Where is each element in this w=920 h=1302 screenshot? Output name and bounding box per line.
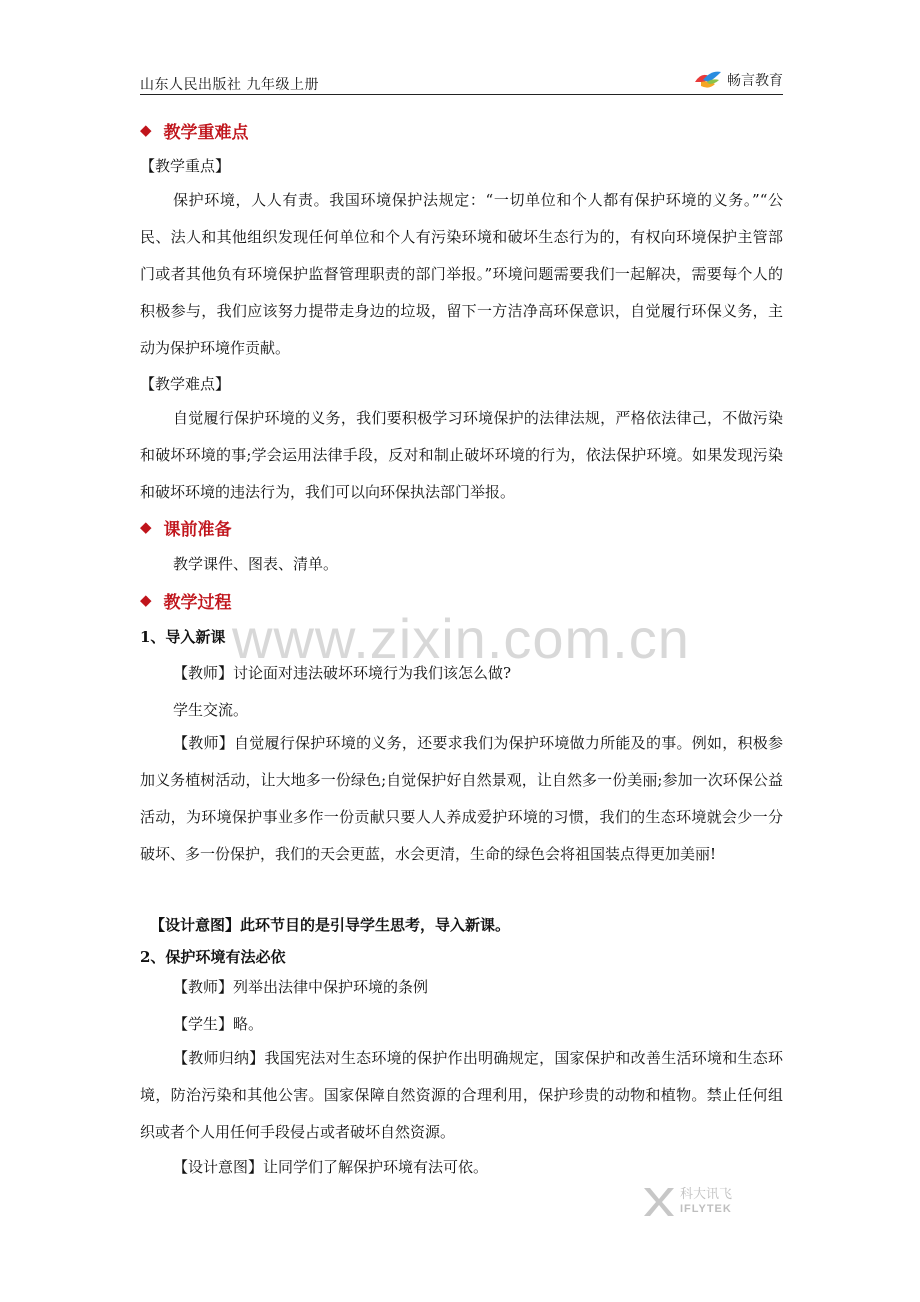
part2-summary: 【教师归纳】我国宪法对生态环境的保护作出明确规定，国家保护和改善生活环境和生态环境，防治污染和其他公害。国家保障自然资源的合理利用，保护珍贵的动物和植物。禁止任何组织或者个人用任何手段侵占或者破坏自然资源。 bbox=[140, 1049, 783, 1141]
key-point-text: 保护环境，人人有责。我国环境保护法规定：“一切单位和个人都有保护环境的义务。”“公民、法人和其他组织发现任何单位和个人有污染环境和破坏生态行为的，有权向环境保护主管部门或者其他负有环境保护监督管理职责的部门举报。”环境问题需要我们一起解决，需要每个人的积极参与，我们应该努力提带走身边的垃圾，留下一方洁净高环保意识，自觉履行环保义务，主动为保护环境作贡献。 bbox=[140, 191, 783, 357]
page-header bbox=[140, 64, 783, 95]
iflytek-en-text: IFLYTEK bbox=[680, 1203, 732, 1215]
part1-teacher-question: 【教师】讨论面对违法破坏环境行为我们该怎么做? bbox=[173, 664, 512, 682]
diamond-bullet-icon: ◆ bbox=[140, 518, 152, 536]
iflytek-cn-text: 科大讯飞 bbox=[680, 1187, 733, 1202]
changyan-logo bbox=[693, 66, 783, 94]
part2-design-intent: 【设计意图】让同学们了解保护环境有法可依。 bbox=[173, 1158, 489, 1176]
preparation-text: 教学课件、图表、清单。 bbox=[173, 555, 339, 573]
publisher-label: 山东人民出版社 九年级上册 bbox=[140, 77, 319, 93]
logo-text: 畅言教育 bbox=[727, 73, 783, 89]
part1-students: 学生交流。 bbox=[173, 701, 249, 719]
section-title-key-difficult: ◆ 教学重难点 bbox=[140, 121, 249, 143]
diamond-bullet-icon: ◆ bbox=[140, 121, 152, 139]
section-title-process: ◆ 教学过程 bbox=[140, 591, 232, 613]
part1-heading: 1、导入新课 bbox=[140, 628, 226, 646]
watermark: www.zixin.com.cn bbox=[232, 607, 690, 670]
iflytek-mark-icon bbox=[640, 1184, 676, 1220]
iflytek-logo bbox=[640, 1184, 732, 1220]
bird-logo-icon bbox=[693, 68, 723, 92]
section-title-preparation: ◆ 课前准备 bbox=[140, 518, 232, 540]
diamond-bullet-icon: ◆ bbox=[140, 591, 152, 609]
part1-design-intent: 【设计意图】此环节目的是引导学生思考，导入新课。 bbox=[150, 916, 511, 934]
difficult-point-text: 自觉履行保护环境的义务，我们要积极学习环境保护的法律法规，严格依法律己，不做污染和破坏环境的事;学会运用法律手段，反对和制止破坏环境的行为，依法保护环境。如果发现污染和破坏环境的违法行为，我们可以向环保执法部门举报。 bbox=[140, 409, 783, 501]
key-point-label: 【教学重点】 bbox=[140, 157, 231, 175]
part1-teacher-text: 【教师】自觉履行保护环境的义务，还要求我们为保护环境做力所能及的事。例如，积极参加义务植树活动，让大地多一份绿色;自觉保护好自然景观，让自然多一份美丽;参加一次环保公益活动，为环境保护事业多作一份贡献只要人人养成爱护环境的习惯，我们的生态环境就会少一分破坏、多一份保护，我们的天会更蓝，水会更清，生命的绿色会将祖国装点得更加美丽! bbox=[140, 734, 783, 863]
part2-student: 【学生】略。 bbox=[173, 1015, 264, 1033]
part2-heading: 2、保护环境有法必依 bbox=[140, 948, 286, 966]
part2-teacher: 【教师】列举出法律中保护环境的条例 bbox=[173, 978, 429, 996]
difficult-point-label: 【教学难点】 bbox=[140, 375, 231, 393]
